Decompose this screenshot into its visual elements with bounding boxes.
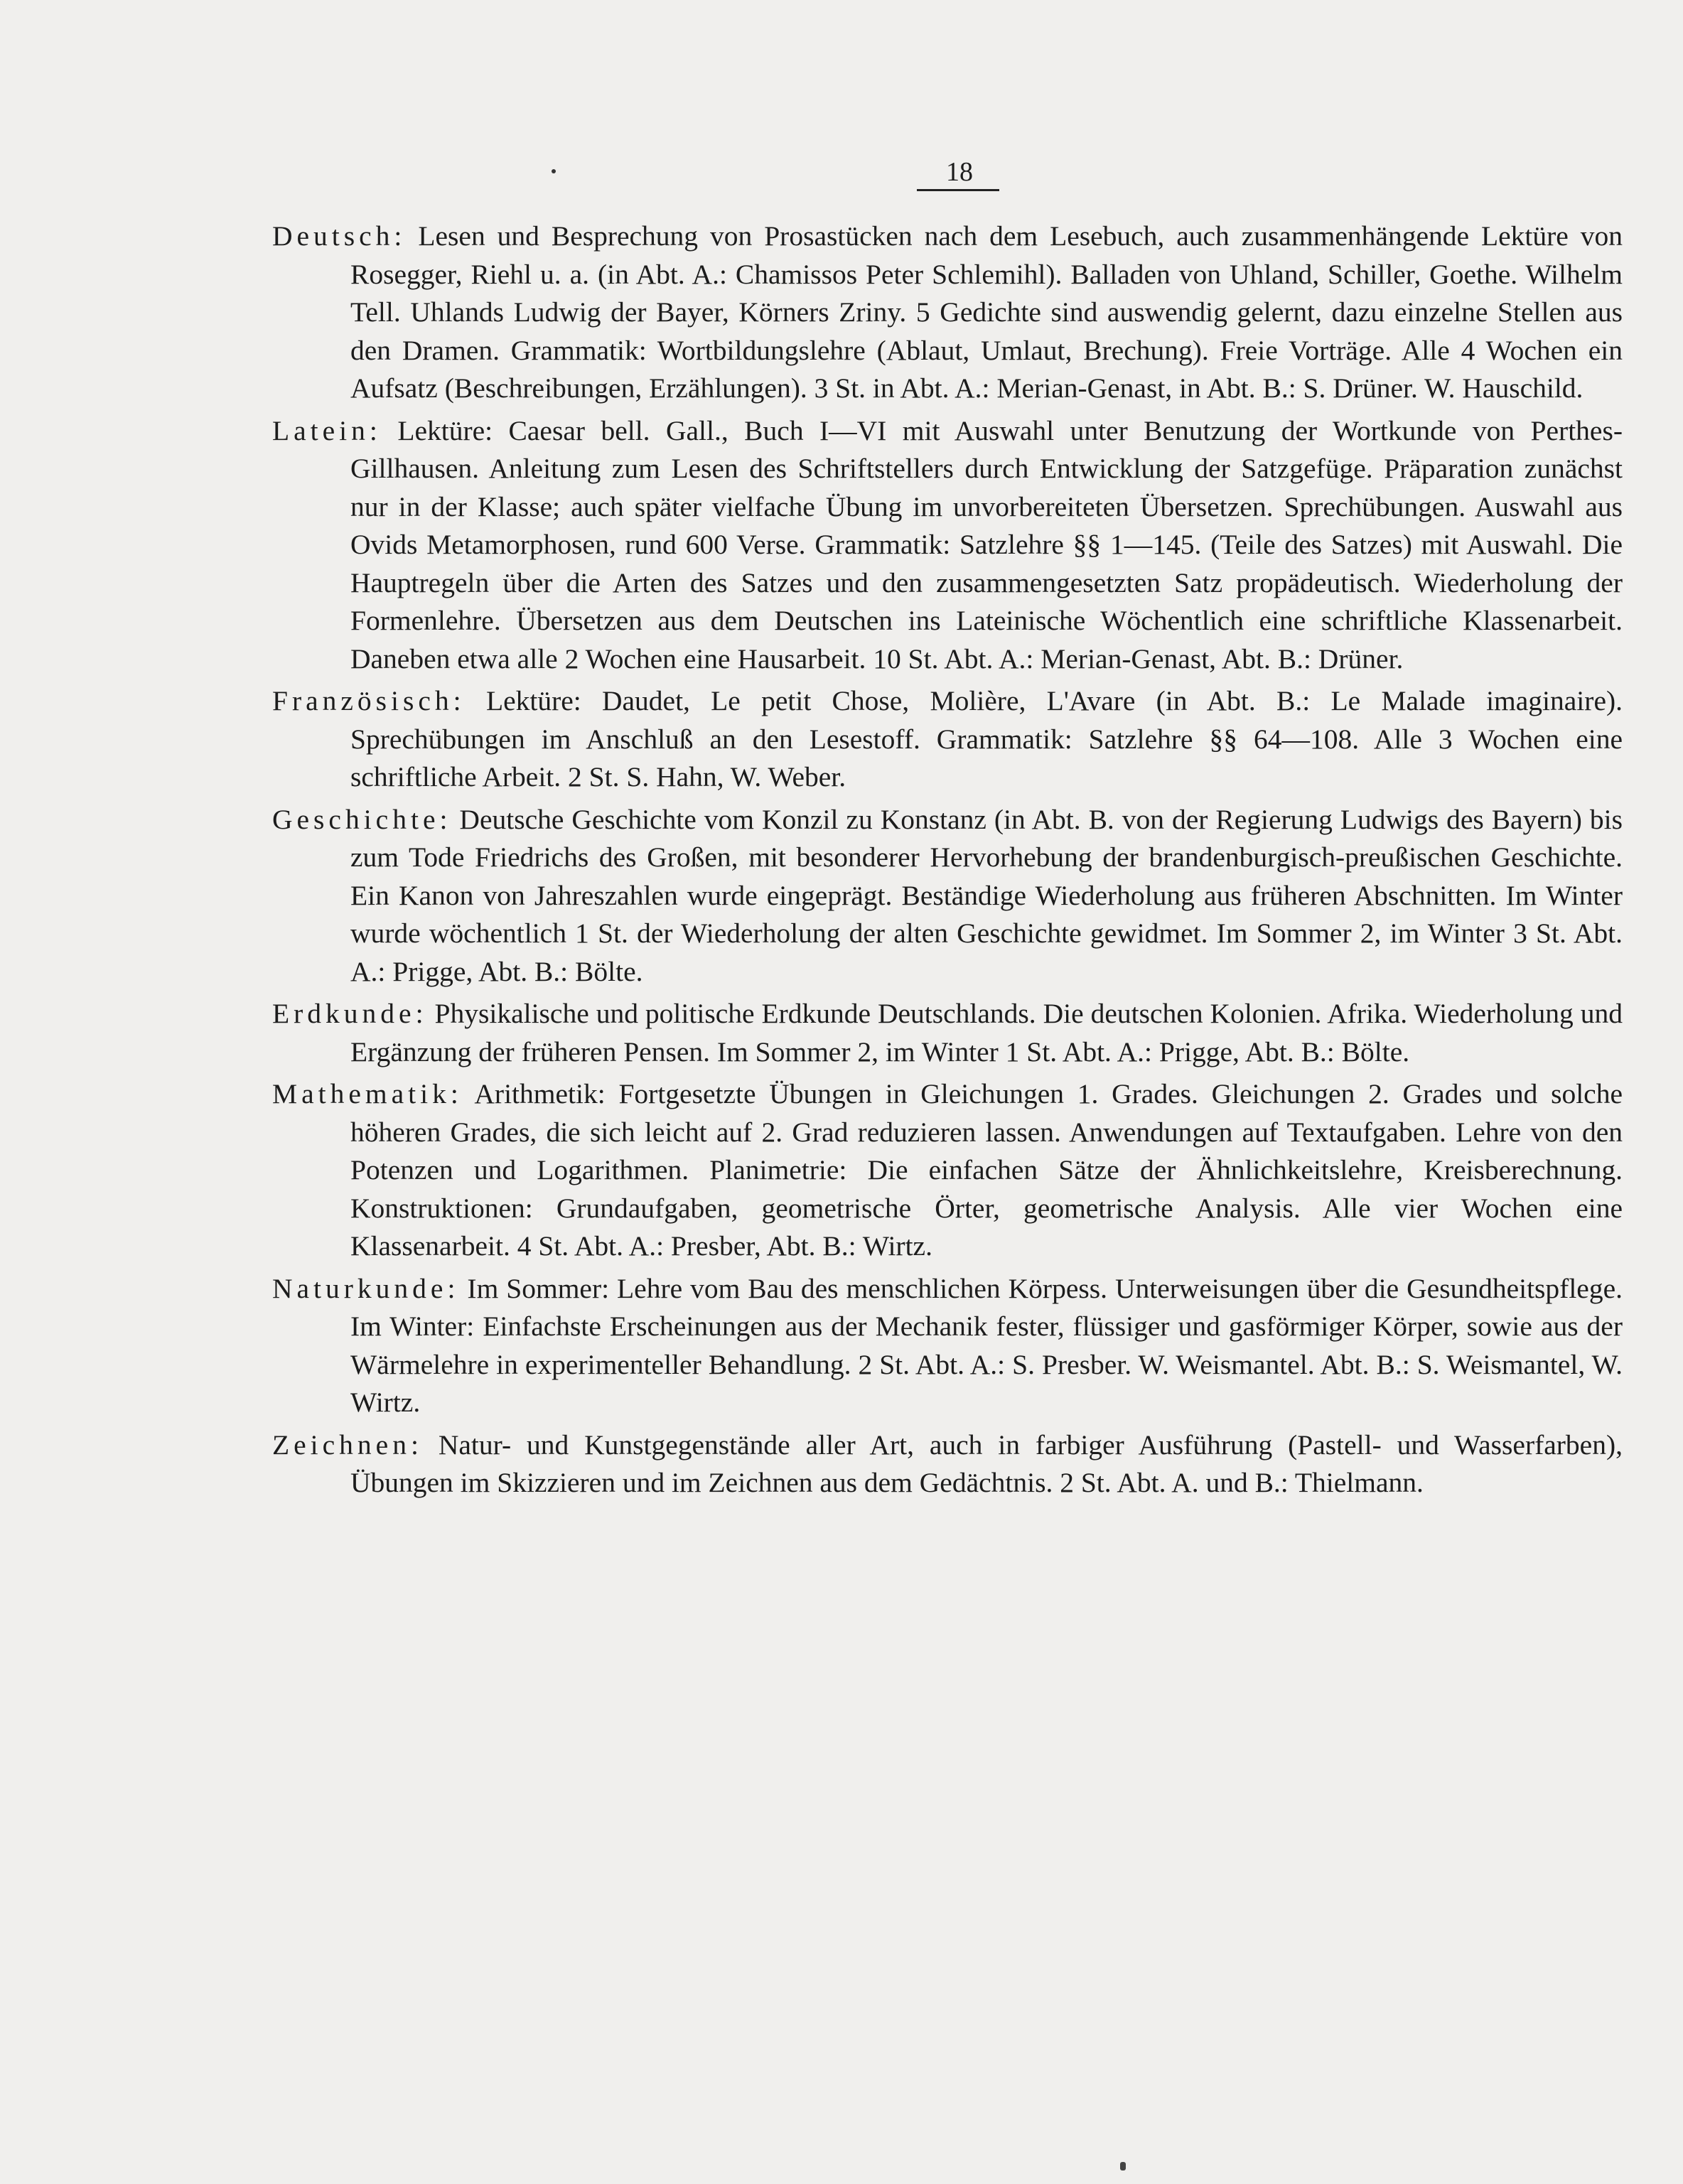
section-heading: Mathematik:	[272, 1078, 463, 1109]
section-body: Deutsche Geschichte vom Konzil zu Konstanz (in Abt. B. von der Regierung Ludwigs des Bayern) bis zum Tode Friedrichs des Großen, mit besonderer Hervorhebung der brandenburgisch-preußischen Geschichte. Ein Kanon von Jahreszahlen wurde eingeprägt. Beständige Wiederholung aus früheren Abschnitten. Im Winter wurde wöchentlich 1 St. der Wiederholung der alten Geschichte gewidmet. Im Sommer 2, im Winter 3 St. Abt. A.: Prigge, Abt. B.: Bölte.	[350, 803, 1623, 987]
page-body	[272, 217, 1623, 1507]
section-zeichnen	[272, 1426, 1623, 1502]
section-mathematik	[272, 1075, 1623, 1266]
section-heading: Deutsch:	[272, 220, 407, 252]
section-heading: Französisch:	[272, 685, 466, 716]
section-heading: Latein:	[272, 414, 382, 446]
section-erdkunde	[272, 995, 1623, 1071]
section-naturkunde	[272, 1270, 1623, 1422]
section-body: Lesen und Besprechung von Prosastücken nach dem Lesebuch, auch zusammenhängende Lektüre von Rosegger, Riehl u. a. (in Abt. A.: Chamissos Peter Schlemihl). Balladen von Uhland, Schiller, Goethe. Wilhelm Tell. Uhlands Ludwig der Bayer, Körners Zriny. 5 Gedichte sind auswendig gelernt, dazu einzelne Stellen aus den Dramen. Grammatik: Wortbildungslehre (Ablaut, Umlaut, Brechung). Freie Vorträge. Alle 4 Wochen ein Aufsatz (Beschreibungen, Erzählungen). 3 St. in Abt. A.: Merian-Genast, in Abt. B.: S. Drüner. W. Hauschild.	[350, 220, 1623, 404]
section-heading: Zeichnen:	[272, 1429, 423, 1461]
section-body: Natur- und Kunstgegenstände aller Art, auch in farbiger Ausführung (Pastell- und Wasserfarben), Übungen im Skizzieren und im Zeichnen aus dem Gedächtnis. 2 St. Abt. A. und B.: Thielmann.	[350, 1429, 1623, 1498]
stray-dot-mark	[552, 169, 556, 173]
section-heading: Geschichte:	[272, 803, 452, 835]
section-heading: Erdkunde:	[272, 998, 428, 1029]
section-latein	[272, 412, 1623, 679]
page-number-rule	[917, 189, 999, 191]
section-body: Lektüre: Caesar bell. Gall., Buch I—VI mit Auswahl unter Benutzung der Wortkunde von Perthes-Gillhausen. Anleitung zum Lesen des Schriftstellers durch Entwicklung der Satzgefüge. Präparation zunächst nur in der Klasse; auch später vielfache Übung im unvorbereiteten Übersetzen. Sprechübungen. Auswahl aus Ovids Metamorphosen, rund 600 Verse. Grammatik: Satzlehre §§ 1—145. (Teile des Satzes) mit Auswahl. Die Hauptregeln über die Arten des Satzes und den zusammengesetzten Satz propädeutisch. Wiederholung der Formenlehre. Übersetzen aus dem Deutschen ins Lateinische Wöchentlich eine schriftliche Klassenarbeit. Daneben etwa alle 2 Wochen eine Hausarbeit. 10 St. Abt. A.: Merian-Genast, Abt. B.: Drüner.	[350, 414, 1623, 674]
page-number: 18	[946, 157, 973, 187]
section-body: Im Sommer: Lehre vom Bau des menschlichen Körpess. Unterweisungen über die Gesundheitspflege. Im Winter: Einfachste Erscheinungen aus der Mechanik fester, flüssiger und gasförmiger Körper, sowie aus der Wärmelehre in experimenteller Behandlung. 2 St. Abt. A.: S. Presber. W. Weismantel. Abt. B.: S. Weismantel, W. Wirtz.	[350, 1272, 1623, 1418]
section-body: Arithmetik: Fortgesetzte Übungen in Gleichungen 1. Grades. Gleichungen 2. Grades und solche höheren Grades, die sich leicht auf 2. Grad reduzieren lassen. Anwendungen auf Textaufgaben. Lehre von den Potenzen und Logarithmen. Planimetrie: Die einfachen Sätze der Ähnlichkeitslehre, Kreisberechnung. Konstruktionen: Grundaufgaben, geometrische Örter, geometrische Analysis. Alle vier Wochen eine Klassenarbeit. 4 St. Abt. A.: Presber, Abt. B.: Wirtz.	[350, 1078, 1623, 1262]
section-body: Lektüre: Daudet, Le petit Chose, Molière, L'Avare (in Abt. B.: Le Malade imaginaire). Sprechübungen im Anschluß an den Lesestoff. Grammatik: Satzlehre §§ 64—108. Alle 3 Wochen eine schriftliche Arbeit. 2 St. S. Hahn, W. Weber.	[350, 685, 1623, 792]
section-franzoesisch	[272, 682, 1623, 797]
section-heading: Naturkunde:	[272, 1272, 460, 1304]
section-geschichte	[272, 801, 1623, 991]
stray-bottom-mark	[1120, 2162, 1126, 2170]
section-body: Physikalische und politische Erdkunde Deutschlands. Die deutschen Kolonien. Afrika. Wiederholung und Ergänzung der früheren Pensen. Im Sommer 2, im Winter 1 St. Abt. A.: Prigge, Abt. B.: Bölte.	[350, 998, 1623, 1067]
section-deutsch	[272, 217, 1623, 408]
